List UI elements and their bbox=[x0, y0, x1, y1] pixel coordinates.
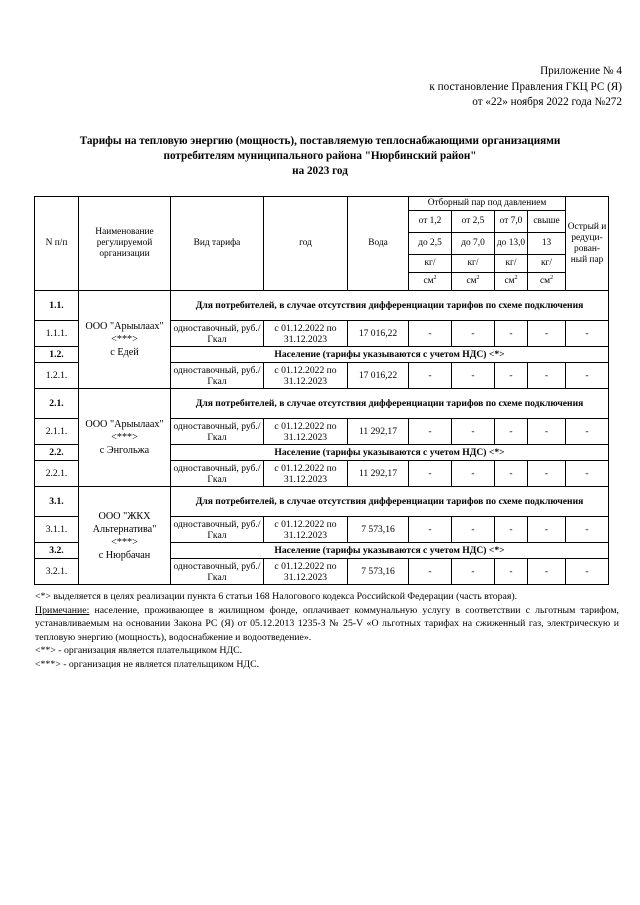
note-remark-label: Примечание: bbox=[35, 604, 90, 616]
table-row: 1.2. Население (тарифы указываются с учетом НДС) <*> bbox=[35, 347, 609, 363]
header-water: Вода bbox=[348, 197, 409, 291]
p1-unit: кг/ bbox=[409, 255, 452, 273]
p2-to: до 7,0 bbox=[452, 233, 495, 255]
p1-unit-sq: $см^2$ bbox=[409, 273, 452, 291]
table-row: 2.1. ООО "Арыылаах" <***> с Энгольжа Для потребителей, в случае отсутствия дифференциации тарифов по схеме подключения bbox=[35, 389, 609, 419]
note-remark bbox=[35, 604, 619, 645]
notes-block bbox=[35, 590, 619, 672]
header-year: год bbox=[264, 197, 348, 291]
p4-unit: кг/ bbox=[528, 255, 566, 273]
annex-block bbox=[322, 64, 622, 111]
table-row: 1.1. ООО "Арыылаах" <***> с Едей Для потребителей, в случае отсутствия дифференциации тарифов по схеме подключения bbox=[35, 291, 609, 321]
header-sharp-steam: Острый и редуци-рован-ный пар bbox=[566, 197, 609, 291]
p1-to: до 2,5 bbox=[409, 233, 452, 255]
title-line-2: потребителям муниципального района "Нюрбинский район" bbox=[163, 150, 477, 162]
header-org: Наименование регулируемой организации bbox=[79, 197, 171, 291]
p3-to: до 13,0 bbox=[495, 233, 528, 255]
note-vat: <*> выделяется в целях реализации пункта 6 статьи 168 Налогового кодекса Российской Федерации (часть вторая). bbox=[35, 591, 518, 602]
org-cell: ООО "Арыылаах" <***> с Едей bbox=[79, 291, 171, 389]
p4-from: свыше bbox=[528, 211, 566, 233]
header-num: N п/п bbox=[35, 197, 79, 291]
water-value: 11 292,17 bbox=[348, 419, 409, 445]
table-row: 1.2.1. одноставочный, руб./Гкал с 01.12.2022 по 31.12.2023 17 016,22 - - - - - bbox=[35, 363, 609, 389]
annex-line-3: от «22» ноября 2022 года №272 bbox=[472, 96, 622, 108]
p1-from: от 1,2 bbox=[409, 211, 452, 233]
water-value: 17 016,22 bbox=[348, 363, 409, 389]
org-cell: ООО "Арыылаах" <***> с Энгольжа bbox=[79, 389, 171, 487]
table-row: 3.1. ООО "ЖКХ Альтернатива" <***> с Нюрбачан Для потребителей, в случае отсутствия дифференциации тарифов по схеме подключения bbox=[35, 487, 609, 517]
table-row: 3.1.1. одноставочный, руб./Гкал с 01.12.2022 по 31.12.2023 7 573,16 - - - - - bbox=[35, 517, 609, 543]
water-value: 11 292,17 bbox=[348, 461, 409, 487]
water-value: 17 016,22 bbox=[348, 321, 409, 347]
p4-to: 13 bbox=[528, 233, 566, 255]
title-line-3: на 2023 год bbox=[292, 165, 348, 177]
note-vat-payer: <**> - организация является плательщиком НДС. bbox=[35, 645, 243, 657]
document-title bbox=[20, 134, 620, 179]
table-row: 2.2.1. одноставочный, руб./Гкал с 01.12.2022 по 31.12.2023 11 292,17 - - - - - bbox=[35, 461, 609, 487]
p2-from: от 2,5 bbox=[452, 211, 495, 233]
water-value: 7 573,16 bbox=[348, 559, 409, 585]
water-value: 7 573,16 bbox=[348, 517, 409, 543]
p3-unit: кг/ bbox=[495, 255, 528, 273]
org-cell: ООО "ЖКХ Альтернатива" <***> с Нюрбачан bbox=[79, 487, 171, 585]
note-non-vat-payer: <***> - организация не является плательщиком НДС. bbox=[35, 658, 260, 670]
table-row: 3.2. Население (тарифы указываются с учетом НДС) <*> bbox=[35, 543, 609, 559]
note-remark-text: население, проживающее в жилищном фонде, оплачивает коммунальную услугу в соответствии с льготным тарифом, устанавливаемым на основании Закона РС (Я) от 05.12.2013 1235-З № 25-V «О льготных тарифах на сжиженный газ, электрическую и тепловую энергию (мощность), водоснабжение и водоотведение». bbox=[35, 604, 619, 643]
header-row bbox=[35, 197, 609, 211]
p3-unit-sq: $см^2$ bbox=[495, 273, 528, 291]
table-row: 3.2.1. одноставочный, руб./Гкал с 01.12.2022 по 31.12.2023 7 573,16 - - - - - bbox=[35, 559, 609, 585]
table-row: 2.2. Население (тарифы указываются с учетом НДС) <*> bbox=[35, 445, 609, 461]
annex-line-2: к постановление Правления ГКЦ РС (Я) bbox=[429, 80, 622, 93]
annex-line-1: Приложение № 4 bbox=[540, 65, 622, 77]
title-line-1: Тарифы на тепловую энергию (мощность), поставляемую теплоснабжающими организациями bbox=[79, 135, 561, 147]
p2-unit: кг/ bbox=[452, 255, 495, 273]
p4-unit-sq: $см^2$ bbox=[528, 273, 566, 291]
table-row: 1.1.1. одноставочный, руб./Гкал с 01.12.2022 по 31.12.2023 17 016,22 - - - - - bbox=[35, 321, 609, 347]
table-row: 2.1.1. одноставочный, руб./Гкал с 01.12.2022 по 31.12.2023 11 292,17 - - - - - bbox=[35, 419, 609, 445]
header-tariff-kind: Вид тарифа bbox=[171, 197, 264, 291]
tariff-table bbox=[34, 196, 609, 585]
p3-from: от 7,0 bbox=[495, 211, 528, 233]
header-steam-group: Отборный пар под давлением bbox=[409, 197, 566, 211]
p2-unit-sq: $см^2$ bbox=[452, 273, 495, 291]
